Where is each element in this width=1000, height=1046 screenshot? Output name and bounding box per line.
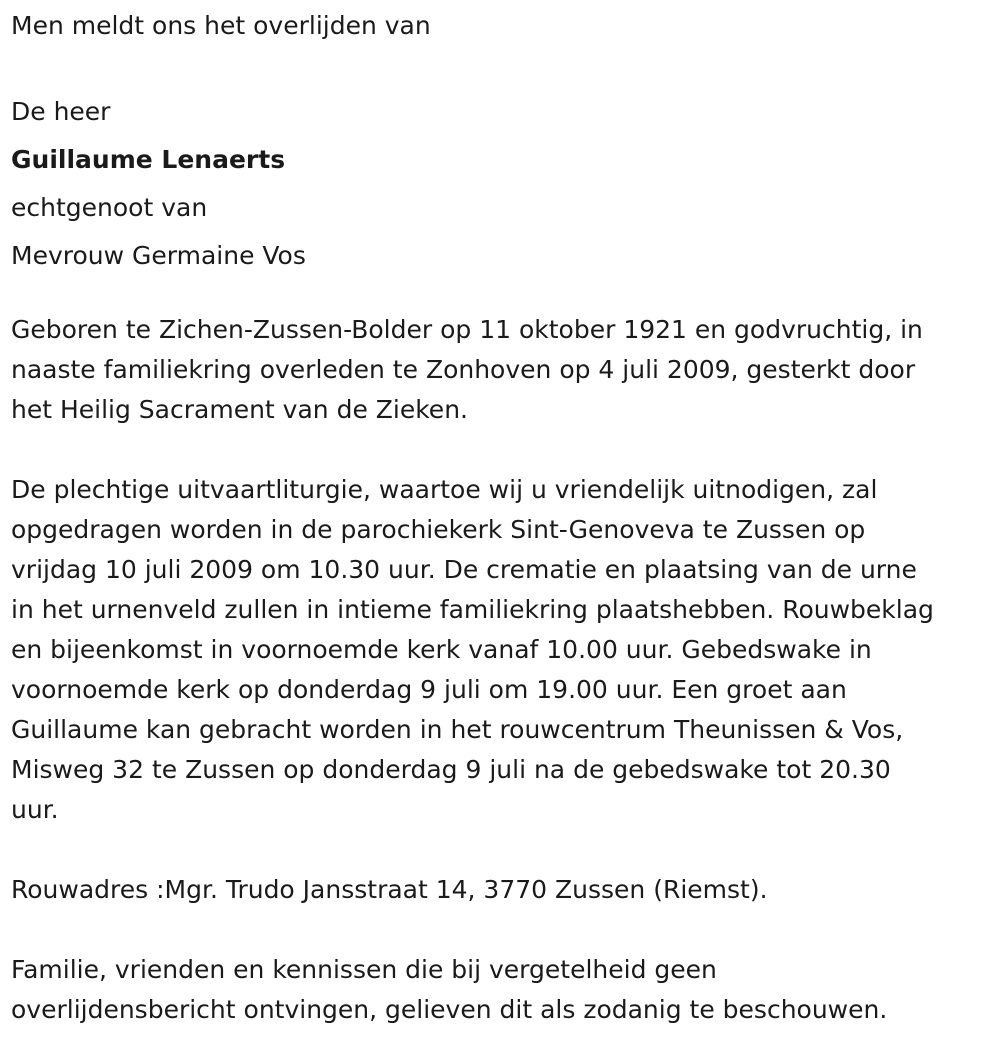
paragraph-line: vrijdag 10 juli 2009 om 10.30 uur. De crematie en plaatsing van de urne [11, 555, 917, 584]
paragraph-line: in het urnenveld zullen in intieme familiekring plaatshebben. Rouwbeklag [11, 595, 934, 624]
funeral-paragraph [11, 470, 934, 830]
paragraph-line: Misweg 32 te Zussen op donderdag 9 juli na de gebedswake tot 20.30 [11, 755, 891, 784]
spouse-relation: echtgenoot van [11, 193, 208, 222]
address-line: Rouwadres :Mgr. Trudo Jansstraat 14, 3770 Zussen (Riemst). [11, 875, 768, 904]
mourning-address [11, 870, 768, 910]
honorific: De heer [11, 97, 111, 126]
intro-text: Men meldt ons het overlijden van [11, 11, 431, 40]
paragraph-line: Geboren te Zichen-Zussen-Bolder op 11 oktober 1921 en godvruchtig, in [11, 315, 923, 344]
paragraph-line: voornoemde kerk op donderdag 9 juli om 19.00 uur. Een groet aan [11, 675, 847, 704]
deceased-header [11, 88, 306, 280]
paragraph-line: De plechtige uitvaartliturgie, waartoe wij u vriendelijk uitnodigen, zal [11, 475, 878, 504]
deceased-name: Guillaume Lenaerts [11, 145, 286, 174]
paragraph-line: overlijdensbericht ontvingen, gelieven dit als zodanig te beschouwen. [11, 995, 888, 1024]
paragraph-line: naaste familiekring overleden te Zonhoven op 4 juli 2009, gesterkt door [11, 355, 916, 384]
family-notice-paragraph [11, 950, 887, 1030]
paragraph-line: Guillaume kan gebracht worden in het rouwcentrum Theunissen & Vos, [11, 715, 904, 744]
paragraph-line: opgedragen worden in de parochiekerk Sint-Genoveva te Zussen op [11, 515, 866, 544]
paragraph-line: uur. [11, 795, 59, 824]
spouse-name: Mevrouw Germaine Vos [11, 241, 306, 270]
paragraph-line: het Heilig Sacrament van de Zieken. [11, 395, 468, 424]
birth-death-paragraph [11, 310, 923, 430]
paragraph-line: en bijeenkomst in voornoemde kerk vanaf 10.00 uur. Gebedswake in [11, 635, 872, 664]
paragraph-line: Familie, vrienden en kennissen die bij vergetelheid geen [11, 955, 717, 984]
